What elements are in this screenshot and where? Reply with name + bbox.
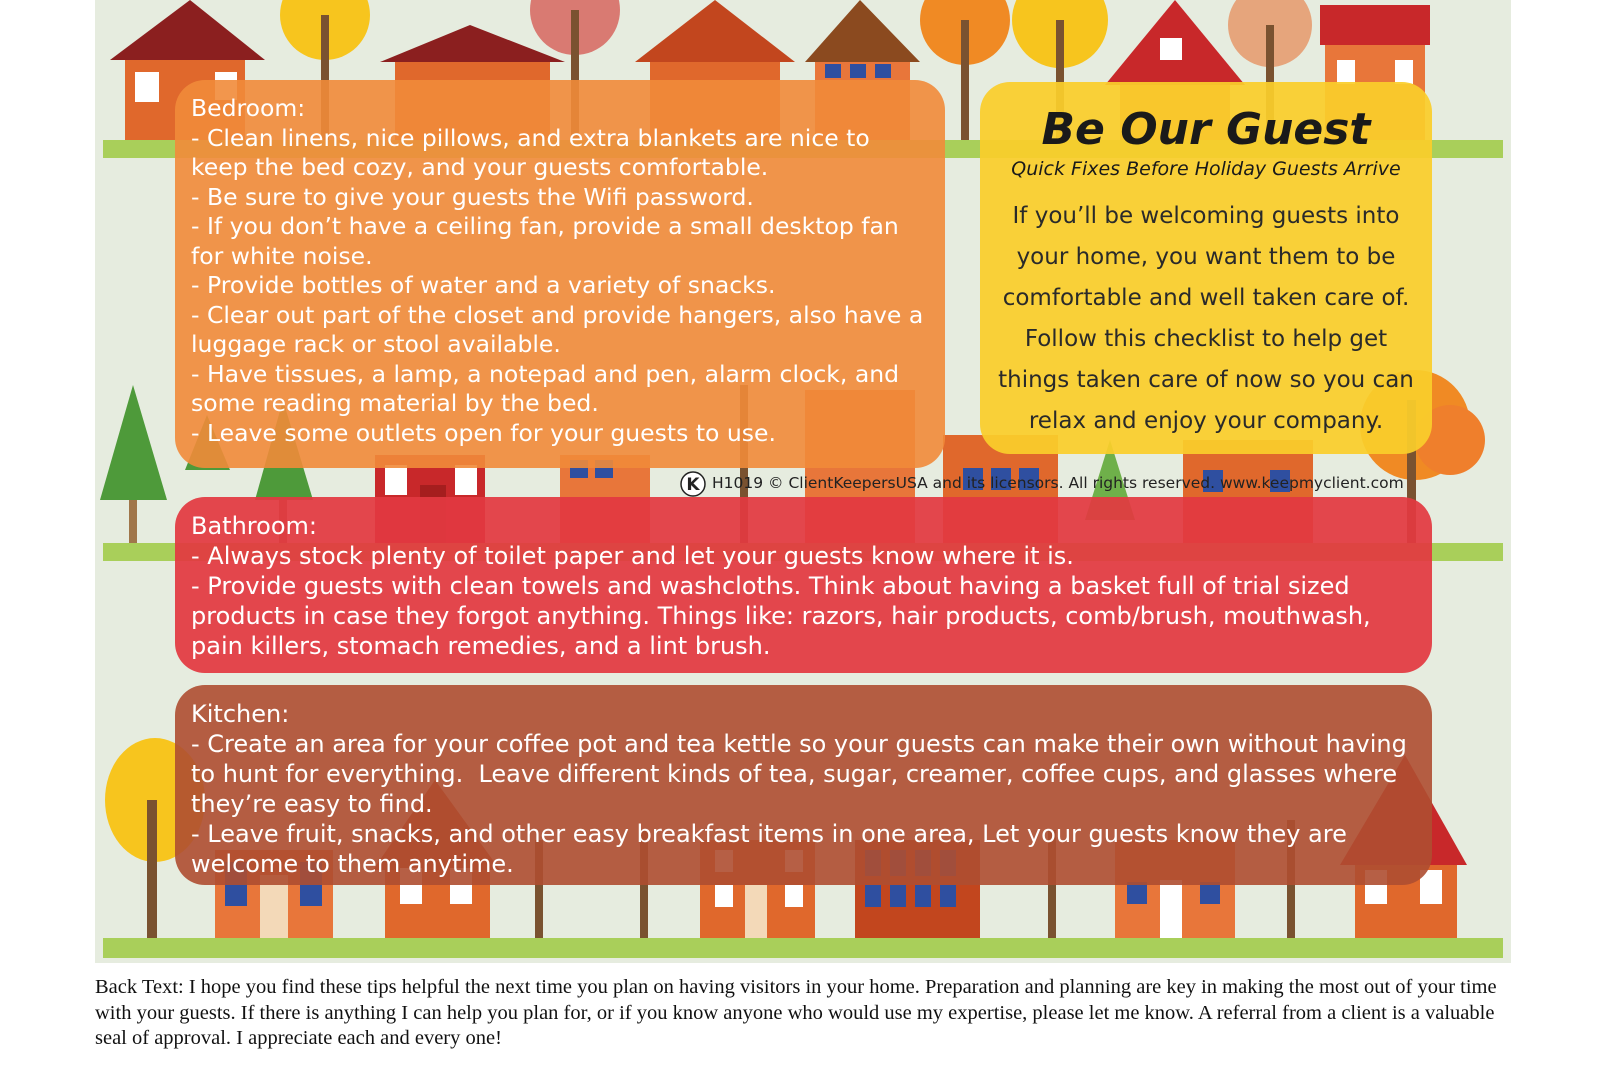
bathroom-tip: - Always stock plenty of toilet paper and let your guests know where it is. bbox=[191, 542, 1074, 570]
intro-panel bbox=[980, 82, 1432, 454]
k-logo-letter: K bbox=[686, 474, 700, 495]
grass-strip-bottom bbox=[103, 938, 1503, 958]
bedroom-tip: - If you don’t have a ceiling fan, provide a small desktop fan for white noise. bbox=[191, 212, 907, 270]
bedroom-tip: - Clear out part of the closet and provide hangers, also have a luggage rack or stool available. bbox=[191, 300, 931, 358]
bedroom-tip: - Be sure to give your guests the Wifi password. bbox=[191, 182, 754, 211]
bedroom-heading: Bedroom: bbox=[191, 94, 306, 122]
intro-text: If you’ll be welcoming guests into your home, you want them to be comfortable and well taken care of. Follow this checklist to help get things taken care of now so you can relax and enjoy your company. bbox=[998, 203, 1414, 434]
copyright-line bbox=[680, 470, 1480, 496]
bedroom-tip: - Leave some outlets open for your guests to use. bbox=[191, 418, 776, 447]
bathroom-tip: - Provide guests with clean towels and washcloths. Think about having a basket full of trial sized products in case they forgot anything. Things like: razors, hair products, comb/brush, mouthwash, pain killers, stomach remedies, and a lint brush. bbox=[191, 572, 1379, 660]
bedroom-tip: - Have tissues, a lamp, a notepad and pen, alarm clock, and some reading material by the bed. bbox=[191, 359, 907, 417]
kitchen-tip: - Create an area for your coffee pot and tea kettle so your guests can make their own without having to hunt for everything. Leave different kinds of tea, sugar, creamer, coffee cups, and glasses where they’re easy to find. bbox=[191, 730, 1415, 818]
postcard bbox=[95, 0, 1511, 963]
copyright-text: H1019 © ClientKeepersUSA and its licensors. All rights reserved. www.keepmyclient.com bbox=[712, 474, 1404, 492]
kitchen-heading: Kitchen: bbox=[191, 700, 290, 728]
bedroom-tip: - Clean linens, nice pillows, and extra blankets are nice to keep the bed cozy, and your guests comfortable. bbox=[191, 123, 878, 181]
bathroom-heading: Bathroom: bbox=[191, 512, 317, 540]
page-subtitle: Quick Fixes Before Holiday Guests Arrive bbox=[1011, 158, 1401, 180]
page-title: Be Our Guest bbox=[1041, 104, 1371, 155]
bathroom-panel bbox=[175, 497, 1432, 673]
kitchen-panel bbox=[175, 685, 1432, 885]
kitchen-tip: - Leave fruit, snacks, and other easy breakfast items in one area, Let your guests know they are welcome to them anytime. bbox=[191, 820, 1355, 878]
k-logo-icon bbox=[680, 471, 706, 497]
bedroom-panel bbox=[175, 80, 945, 468]
bedroom-tip: - Provide bottles of water and a variety of snacks. bbox=[191, 271, 776, 299]
back-text: Back Text: I hope you find these tips helpful the next time you plan on having visitors in your home. Preparation and planning are key in making the most out of your time with your guests. If there is anything I can help you plan for, or if you know anyone who would use my expertise, please let me know. A referral from a client is a valuable seal of approval. I appreciate each and every one! bbox=[95, 976, 1497, 1049]
